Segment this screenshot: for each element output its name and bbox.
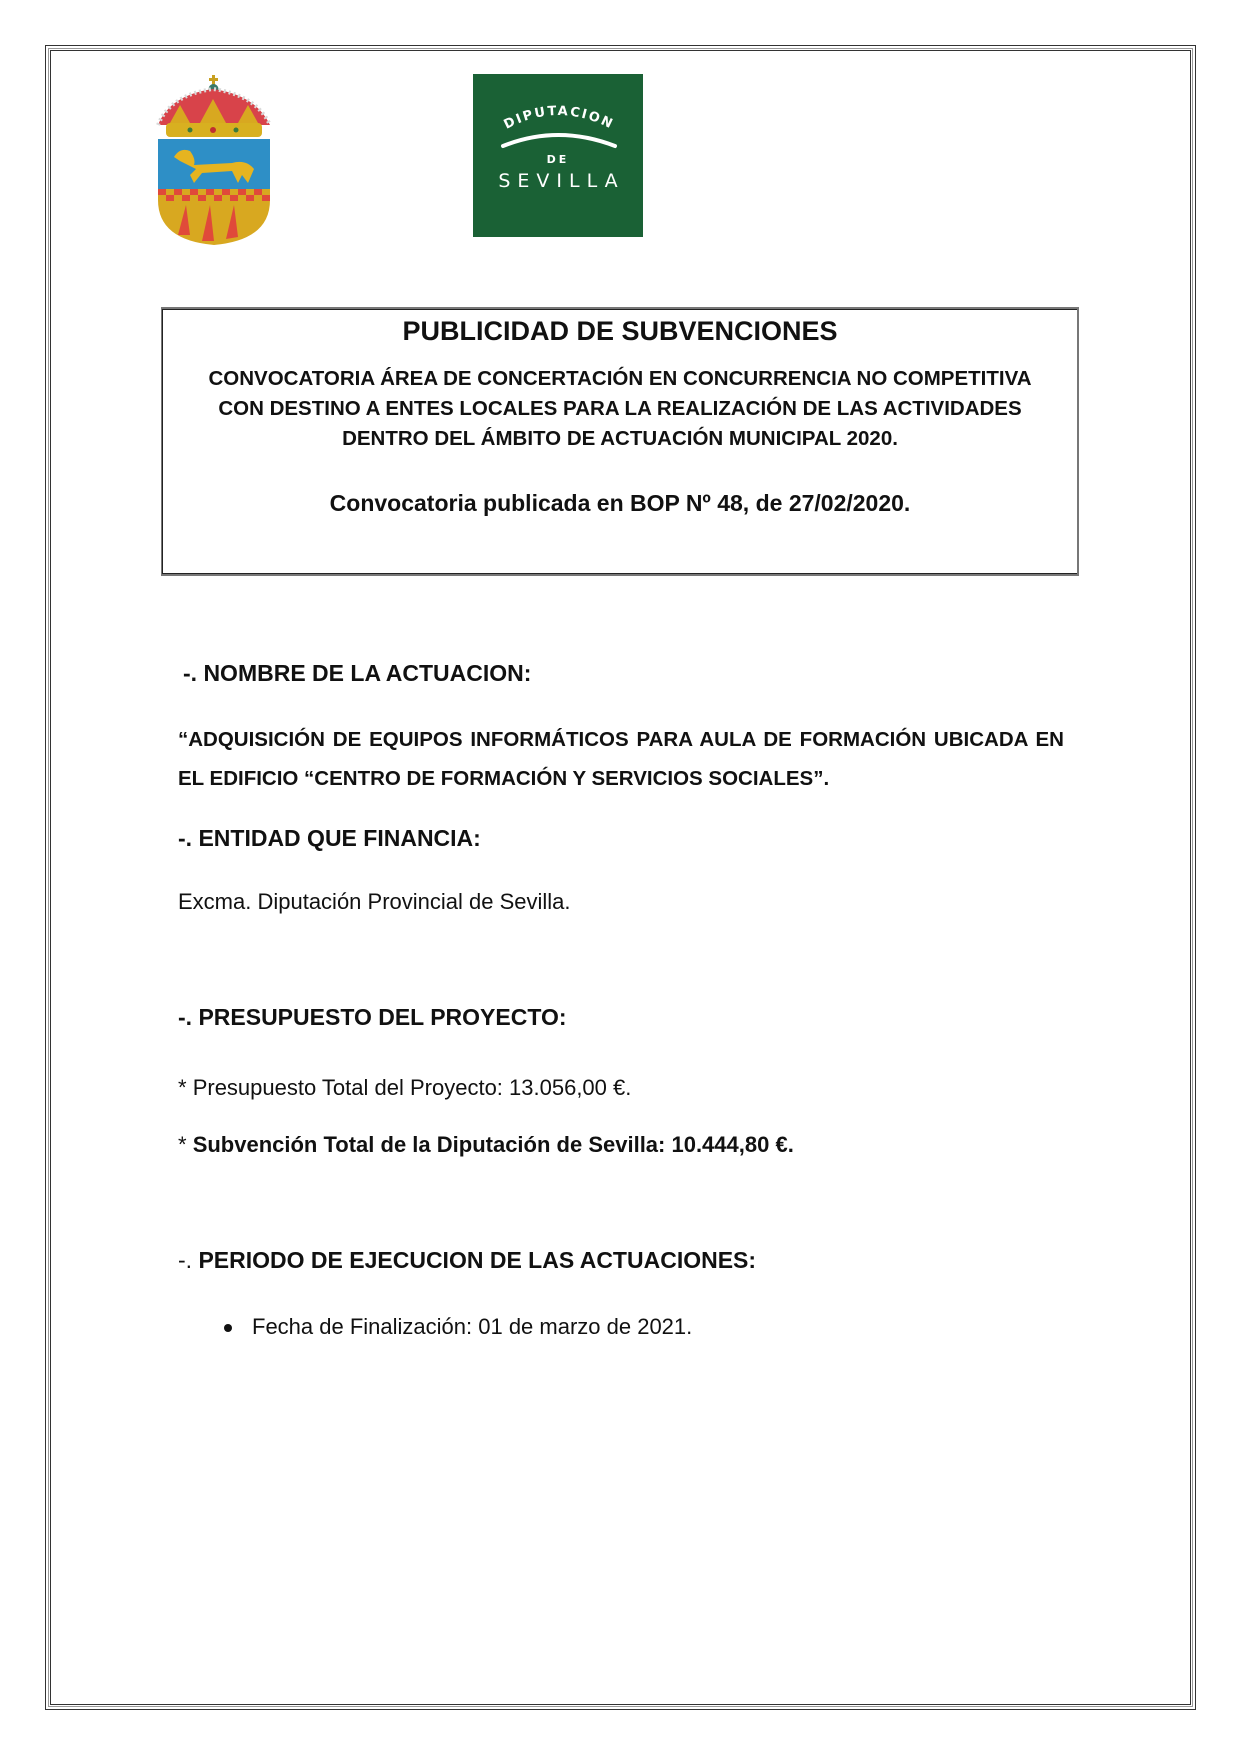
funder-heading: -. ENTIDAD QUE FINANCIA: [178, 825, 481, 851]
funder-text: Excma. Diputación Provincial de Sevilla. [178, 889, 571, 914]
budget-heading: -. PRESUPUESTO DEL PROYECTO: [178, 1004, 567, 1030]
total-budget-line [178, 1075, 631, 1101]
document-title: PUBLICIDAD DE SUBVENCIONES [402, 316, 838, 346]
period-heading-text: PERIODO DE EJECUCION DE LAS ACTUACIONES: [198, 1247, 757, 1273]
end-date-item: Fecha de Finalización: 01 de marzo de 2021. [252, 1314, 693, 1339]
subsidy-bullet: * [178, 1132, 193, 1157]
logo-de-text: DE [546, 153, 570, 166]
total-budget-bullet: * [178, 1075, 193, 1100]
total-budget-text: Presupuesto Total del Proyecto: 13.056,00 €. [192, 1075, 632, 1100]
period-heading [178, 1247, 756, 1274]
bullet-icon [222, 1322, 234, 1334]
action-name-heading: -. NOMBRE DE LA ACTUACION: [183, 660, 532, 686]
svg-text:DIPUTACION: DIPUTACION [501, 103, 617, 133]
call-description: CONVOCATORIA ÁREA DE CONCERTACIÓN EN CONCURRENCIA NO COMPETITIVA CON DESTINO A ENTES LOCALES PARA LA REALIZACIÓN DE LAS ACTIVIDADES DENTRO DEL ÁMBITO DE ACTUACIÓN MUNICIPAL 2020. [208, 367, 1032, 450]
subsidy-text: Subvención Total de la Diputación de Sevilla: 10.444,80 €. [192, 1132, 794, 1157]
diputacion-sevilla-logo [473, 74, 643, 237]
publication-reference: Convocatoria publicada en BOP Nº 48, de 27/02/2020. [329, 490, 911, 516]
title-box [162, 309, 1078, 574]
coat-of-arms-icon [150, 75, 280, 247]
page-border [50, 50, 1191, 1705]
subsidy-line [178, 1132, 794, 1158]
action-name-text: “ADQUISICIÓN DE EQUIPOS INFORMÁTICOS PARA AULA DE FORMACIÓN UBICADA EN EL EDIFICIO “CENTRO DE FORMACIÓN Y SERVICIOS SOCIALES”. [178, 728, 1064, 790]
logo-sevilla-text: SEVILLA [498, 170, 625, 192]
period-heading-prefix: -. [178, 1247, 199, 1273]
